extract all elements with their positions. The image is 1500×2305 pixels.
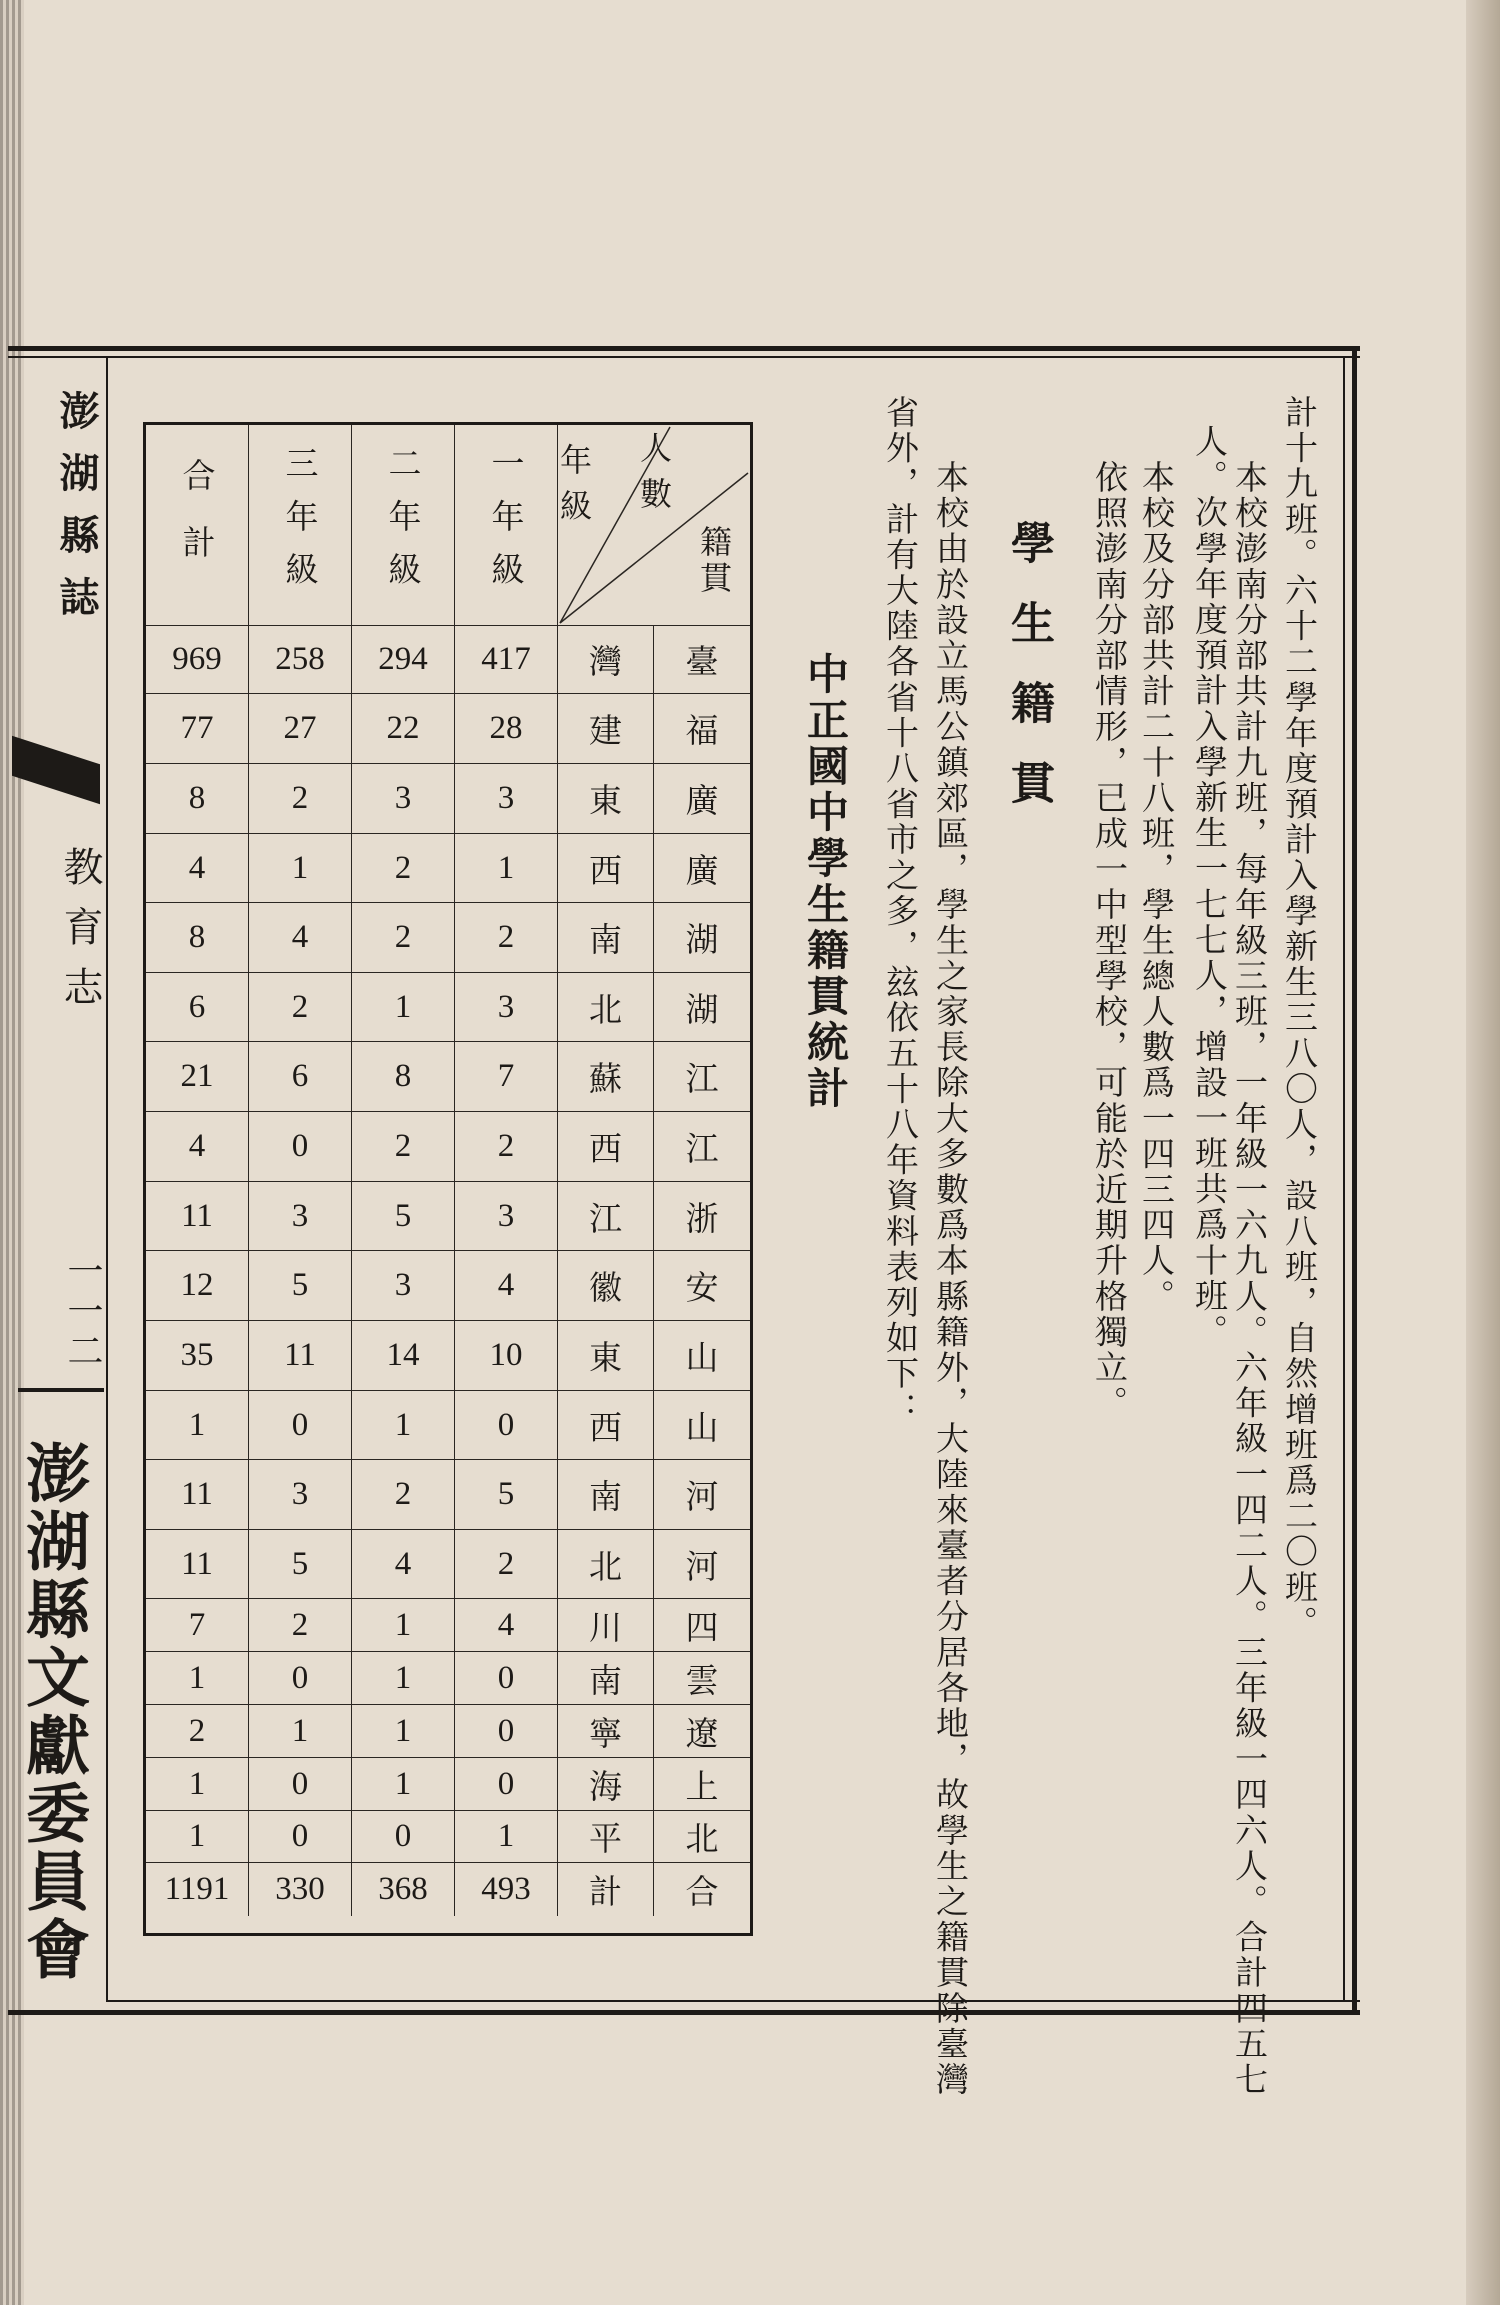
cell-total: 35 xyxy=(146,1321,249,1390)
cell-grade1: 0 xyxy=(455,1705,558,1757)
cell-origin-char-1: 江 xyxy=(685,1129,719,1168)
cell-origin-char-2: 寧 xyxy=(558,1705,654,1757)
cell-grade3: 0 xyxy=(249,1811,352,1862)
cell-origin-char-2: 西 xyxy=(558,1112,654,1181)
table-row xyxy=(146,763,750,833)
cell-grade2: 3 xyxy=(352,1251,455,1320)
section-column-2: 省外，計有大陸各省十八省市之多，玆依五十八年資料表列如下： xyxy=(881,395,920,1428)
cell-grade2: 2 xyxy=(352,834,455,902)
frame-top-inner-line xyxy=(8,356,1360,358)
cell-origin-char-1: 湖 xyxy=(685,989,719,1029)
cell-total: 1 xyxy=(146,1758,249,1810)
margin-section-mark xyxy=(12,736,100,805)
cell-origin-char-1: 廣 xyxy=(685,850,719,890)
cell-grade3: 1 xyxy=(249,834,352,902)
origin-statistics-table xyxy=(143,422,753,1936)
section-column-1: 本校由於設立馬公鎮郊區，學生之家長除大多數爲本縣籍外，大陸來臺者分居各地，故學生之籍貫除臺灣 xyxy=(931,460,970,2098)
margin-page-number: 一一二 xyxy=(62,1252,103,1372)
cell-origin-char-1: 浙 xyxy=(685,1198,719,1238)
cell-total: 11 xyxy=(146,1530,249,1598)
table-row xyxy=(146,972,750,1041)
cell-grade3: 2 xyxy=(249,1599,352,1651)
cell-grade2: 368 xyxy=(352,1863,455,1916)
table-row xyxy=(146,1704,750,1757)
cell-origin-char-2: 灣 xyxy=(558,626,654,693)
header-grade2: 二年級 xyxy=(352,425,455,625)
cell-total: 8 xyxy=(146,764,249,833)
table-row xyxy=(146,1757,750,1810)
cell-origin-char-1: 福 xyxy=(685,711,719,750)
cell-total: 1 xyxy=(146,1652,249,1704)
table-row xyxy=(146,1390,750,1459)
cell-origin-char-1: 臺 xyxy=(685,642,719,681)
cell-origin-char-1: 河 xyxy=(685,1477,719,1516)
cell-total: 1 xyxy=(146,1391,249,1459)
cell-grade2: 294 xyxy=(352,626,455,693)
cell-grade3: 3 xyxy=(249,1460,352,1529)
cell-grade2: 1 xyxy=(352,1705,455,1757)
cell-origin-char-1: 四 xyxy=(685,1607,719,1647)
cell-grade3: 1 xyxy=(249,1705,352,1757)
table-row xyxy=(146,693,750,763)
cell-origin-char-2: 江 xyxy=(558,1182,654,1250)
cell-origin-char-1: 河 xyxy=(685,1546,719,1586)
cell-origin-char-1: 雲 xyxy=(685,1660,719,1700)
frame-top-line xyxy=(8,346,1360,351)
cell-grade3: 0 xyxy=(249,1112,352,1181)
cell-origin-char-2: 東 xyxy=(558,764,654,833)
cell-grade1: 4 xyxy=(455,1599,558,1651)
cell-grade3: 2 xyxy=(249,764,352,833)
cell-grade3: 258 xyxy=(249,626,352,693)
cell-total: 4 xyxy=(146,834,249,902)
cell-origin-char-2: 南 xyxy=(558,1652,654,1704)
frame-margin-line xyxy=(106,356,108,2002)
frame-right-line xyxy=(1352,346,1357,2015)
cell-grade3: 2 xyxy=(249,973,352,1041)
cell-grade1: 0 xyxy=(455,1391,558,1459)
table-caption: 中正國中學生籍貫統計 xyxy=(801,652,850,1112)
cell-grade1: 3 xyxy=(455,764,558,833)
body-column-3: 人。次學年度預計入學新生一七七人，增設一班共爲十班。 xyxy=(1190,424,1229,1350)
table-row xyxy=(146,1651,750,1704)
table-row xyxy=(146,1111,750,1181)
cell-origin-char-2: 南 xyxy=(558,903,654,972)
cell-grade1: 2 xyxy=(455,1530,558,1598)
cell-grade2: 1 xyxy=(352,1652,455,1704)
cell-grade1: 1 xyxy=(455,834,558,902)
cell-origin-char-1: 上 xyxy=(685,1766,719,1806)
cell-grade3: 0 xyxy=(249,1652,352,1704)
table-row xyxy=(146,1862,750,1916)
cell-total: 21 xyxy=(146,1042,249,1111)
cell-grade3: 27 xyxy=(249,694,352,763)
cell-total: 8 xyxy=(146,903,249,972)
corner-origin-label: 籍貫 xyxy=(695,525,733,597)
frame-right-inner-line xyxy=(1343,356,1345,2002)
cell-origin-char-2: 東 xyxy=(558,1321,654,1390)
cell-origin-char-1: 山 xyxy=(685,1338,719,1377)
cell-origin-char-1: 安 xyxy=(685,1268,719,1307)
cell-grade1: 417 xyxy=(455,626,558,693)
cell-grade2: 2 xyxy=(352,903,455,972)
cell-grade2: 8 xyxy=(352,1042,455,1111)
cell-grade2: 2 xyxy=(352,1112,455,1181)
cell-grade1: 10 xyxy=(455,1321,558,1390)
cell-grade1: 0 xyxy=(455,1652,558,1704)
table-row xyxy=(146,1598,750,1651)
cell-origin-char-2: 平 xyxy=(558,1811,654,1862)
cell-grade1: 0 xyxy=(455,1758,558,1810)
cell-total: 2 xyxy=(146,1705,249,1757)
margin-publisher: 澎湖縣文獻委員會 xyxy=(15,1440,90,1984)
cell-total: 11 xyxy=(146,1182,249,1250)
cell-total: 1191 xyxy=(146,1863,249,1916)
body-column-5: 依照澎南分部情形，已成一中型學校，可能於近期升格獨立。 xyxy=(1090,460,1129,1422)
margin-book-title: 澎湖縣誌 xyxy=(53,390,100,638)
cell-grade3: 0 xyxy=(249,1391,352,1459)
cell-origin-char-1: 廣 xyxy=(685,781,719,820)
cell-origin-char-2: 川 xyxy=(558,1599,654,1651)
cell-origin-char-1: 湖 xyxy=(685,920,719,959)
margin-rule xyxy=(18,1388,104,1392)
table-row xyxy=(146,902,750,972)
cell-origin-char-2: 蘇 xyxy=(558,1042,654,1111)
corner-grade-label: 年級 xyxy=(555,443,593,535)
cell-origin-char-1: 北 xyxy=(685,1819,719,1858)
cell-grade2: 3 xyxy=(352,764,455,833)
cell-origin-char-2: 建 xyxy=(558,694,654,763)
cell-origin-char-1: 山 xyxy=(685,1407,719,1447)
cell-grade3: 6 xyxy=(249,1042,352,1111)
cell-origin-char-1: 合 xyxy=(685,1872,719,1911)
corner-count-label: 人數 xyxy=(635,431,673,523)
cell-origin-char-2: 西 xyxy=(558,834,654,902)
cell-grade2: 1 xyxy=(352,1758,455,1810)
cell-grade1: 4 xyxy=(455,1251,558,1320)
frame-bottom-inner-line xyxy=(108,2000,1360,2002)
cell-total: 969 xyxy=(146,626,249,693)
cell-grade2: 0 xyxy=(352,1811,455,1862)
cell-grade1: 1 xyxy=(455,1811,558,1862)
cell-grade1: 2 xyxy=(455,1112,558,1181)
cell-origin-char-2: 西 xyxy=(558,1391,654,1459)
page-right-edge xyxy=(1466,0,1500,2305)
margin-section-name: 教育志 xyxy=(57,846,103,1026)
cell-origin-char-2: 計 xyxy=(558,1863,654,1916)
frame-bottom-line xyxy=(8,2010,1360,2015)
cell-origin-char-2: 海 xyxy=(558,1758,654,1810)
table-row xyxy=(146,1041,750,1111)
cell-total: 4 xyxy=(146,1112,249,1181)
cell-grade2: 22 xyxy=(352,694,455,763)
table-row xyxy=(146,1459,750,1529)
cell-grade2: 1 xyxy=(352,1391,455,1459)
section-heading: 學生籍貫 xyxy=(1003,520,1054,840)
cell-origin-char-2: 徽 xyxy=(558,1251,654,1320)
cell-grade2: 4 xyxy=(352,1530,455,1598)
cell-origin-char-2: 北 xyxy=(558,1530,654,1598)
table-header-row xyxy=(146,425,750,625)
cell-grade3: 330 xyxy=(249,1863,352,1916)
header-grade3: 三年級 xyxy=(249,425,352,625)
cell-total: 7 xyxy=(146,1599,249,1651)
cell-total: 1 xyxy=(146,1811,249,1862)
cell-grade2: 1 xyxy=(352,973,455,1041)
cell-origin-char-2: 南 xyxy=(558,1460,654,1529)
body-column-4: 本校及分部共計二十八班，學生總人數爲一四三四人。 xyxy=(1137,460,1176,1315)
cell-grade3: 5 xyxy=(249,1251,352,1320)
cell-grade3: 11 xyxy=(249,1321,352,1390)
cell-origin-char-2: 北 xyxy=(558,973,654,1041)
cell-grade3: 5 xyxy=(249,1530,352,1598)
cell-grade2: 14 xyxy=(352,1321,455,1390)
cell-grade2: 5 xyxy=(352,1182,455,1250)
cell-total: 6 xyxy=(146,973,249,1041)
cell-total: 11 xyxy=(146,1460,249,1529)
cell-origin-char-1: 遼 xyxy=(685,1713,719,1753)
header-total: 合計 xyxy=(146,425,249,625)
body-column-1: 計十九班。六十二學年度預計入學新生三八〇人，設八班，自然增班爲二〇班。 xyxy=(1280,395,1319,1641)
table-row xyxy=(146,1529,750,1598)
body-column-2: 本校澎南分部共計九班，每年級三班，一年級一六九人。六年級一四二人。三年級一四六人。合計四五七 xyxy=(1230,460,1269,2098)
table-row xyxy=(146,833,750,902)
cell-grade2: 2 xyxy=(352,1460,455,1529)
cell-grade1: 3 xyxy=(455,973,558,1041)
cell-grade2: 1 xyxy=(352,1599,455,1651)
cell-grade3: 3 xyxy=(249,1182,352,1250)
header-grade1: 一年級 xyxy=(455,425,558,625)
cell-grade1: 28 xyxy=(455,694,558,763)
cell-origin-char-1: 江 xyxy=(685,1059,719,1098)
table-row xyxy=(146,625,750,693)
cell-grade1: 2 xyxy=(455,903,558,972)
cell-total: 77 xyxy=(146,694,249,763)
table-row xyxy=(146,1250,750,1320)
table-row xyxy=(146,1181,750,1250)
cell-grade1: 5 xyxy=(455,1460,558,1529)
cell-grade3: 4 xyxy=(249,903,352,972)
cell-grade1: 3 xyxy=(455,1182,558,1250)
table-row xyxy=(146,1810,750,1862)
table-row xyxy=(146,1320,750,1390)
cell-total: 12 xyxy=(146,1251,249,1320)
header-corner xyxy=(555,425,750,625)
cell-grade3: 0 xyxy=(249,1758,352,1810)
cell-grade1: 7 xyxy=(455,1042,558,1111)
cell-grade1: 493 xyxy=(455,1863,558,1916)
